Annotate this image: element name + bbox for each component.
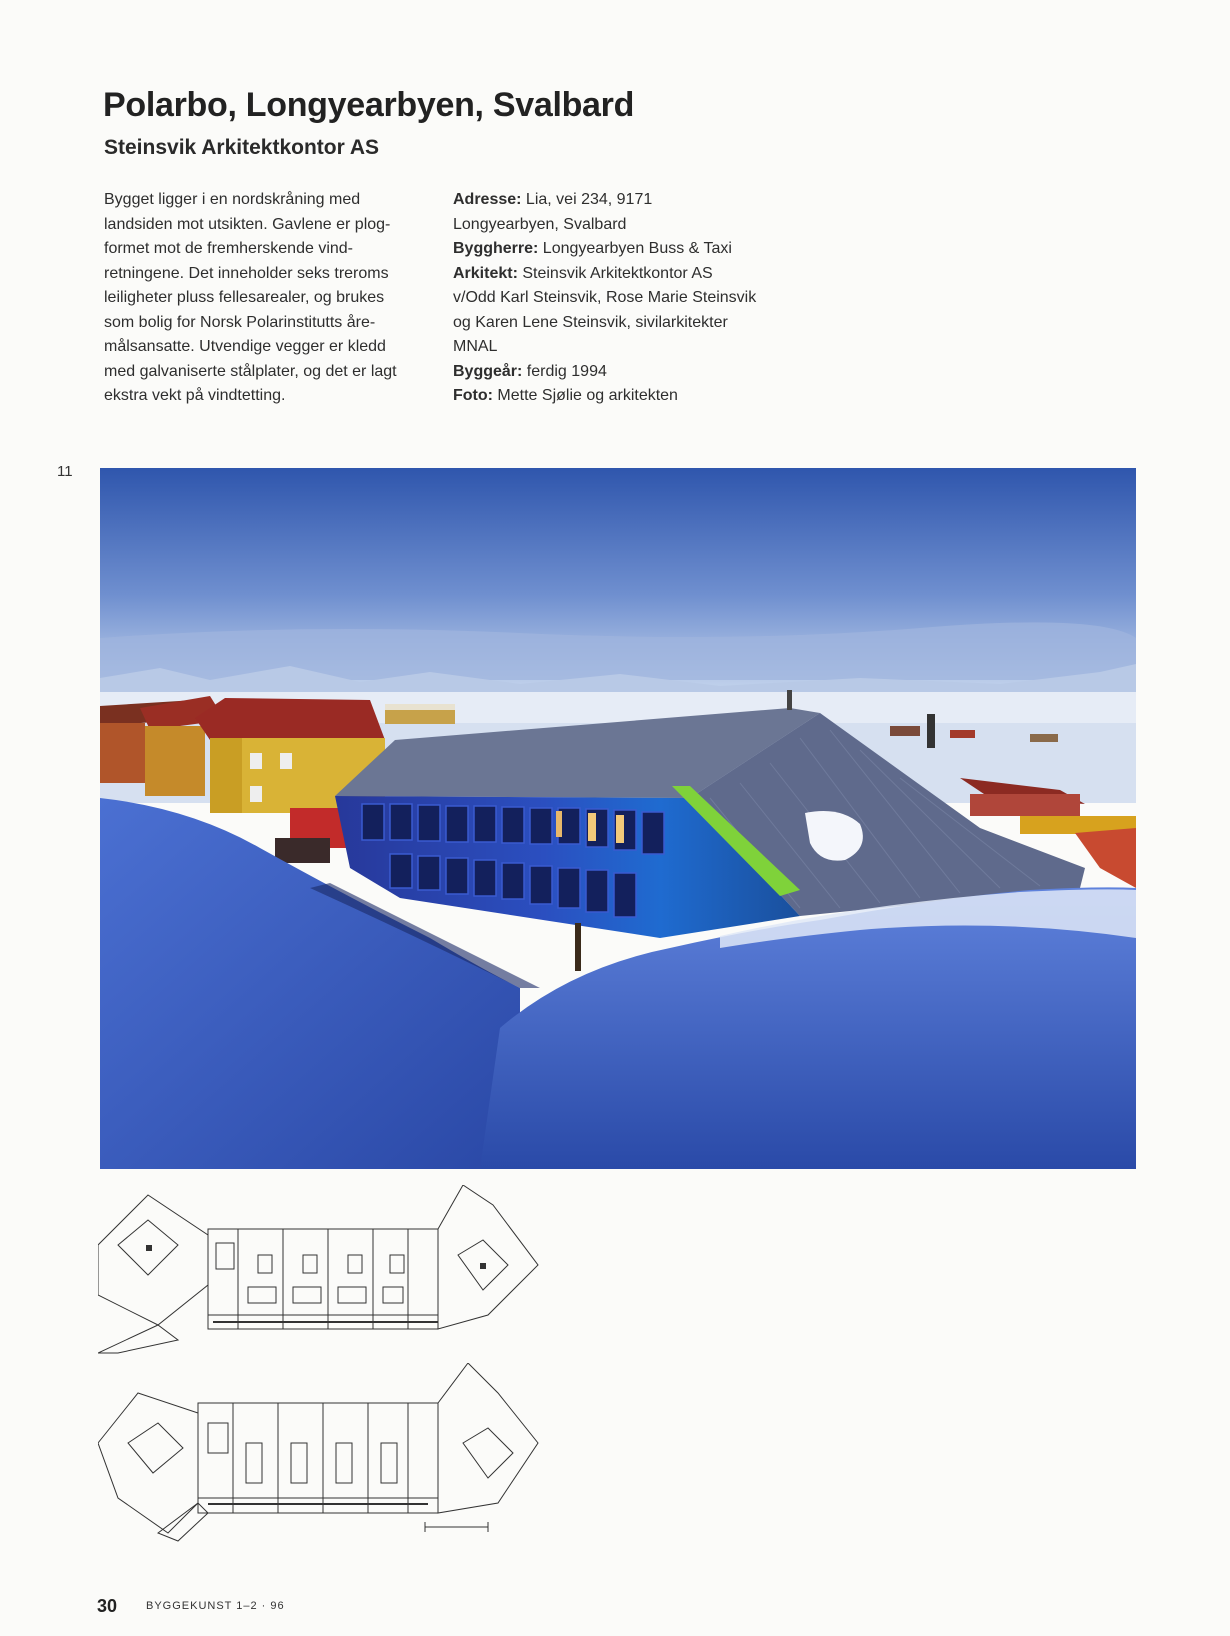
fact-architect-cont: v/Odd Karl Steinsvik, Rose Marie Steinsvik bbox=[453, 289, 757, 306]
fact-label: Byggeår: bbox=[453, 362, 523, 380]
description-line: formet mot de fremherskende vind- bbox=[104, 240, 353, 257]
fact-label: Arkitekt: bbox=[453, 264, 518, 282]
fact-architect-cont: MNAL bbox=[453, 338, 498, 355]
description-line: med galvaniserte stålplater, og det er lagt bbox=[104, 362, 397, 380]
fact-year bbox=[453, 360, 813, 385]
building-photo bbox=[100, 468, 1136, 1169]
description-line: Bygget ligger i en nordskråning med bbox=[104, 191, 361, 208]
facts-column bbox=[453, 188, 813, 409]
fact-architect-cont: og Karen Lene Steinsvik, sivilarkitekter bbox=[453, 313, 728, 331]
description-line: målsansatte. Utvendige vegger er kledd bbox=[104, 338, 386, 355]
fact-value: Steinsvik Arkitektkontor AS bbox=[517, 264, 713, 282]
description-line: leiligheter pluss fellesarealer, og brukes bbox=[104, 289, 385, 306]
scale-bar bbox=[424, 1520, 489, 1534]
fact-value: Mette Sjølie og arkitekten bbox=[492, 387, 678, 404]
fact-value: Lia, vei 234, 9171 bbox=[521, 191, 653, 208]
journal-name: BYGGEKUNST 1–2 · 96 bbox=[146, 1600, 285, 1612]
floor-plan-upper bbox=[98, 1185, 558, 1355]
fact-address-cont: Longyearbyen, Svalbard bbox=[453, 215, 627, 233]
description-line: landsiden mot utsikten. Gavlene er plog- bbox=[104, 215, 391, 233]
fact-address bbox=[453, 188, 813, 213]
page-title: Polarbo, Longyearbyen, Svalbard bbox=[103, 86, 635, 124]
fact-label: Byggherre: bbox=[453, 240, 539, 257]
floor-plan-lower bbox=[98, 1363, 558, 1543]
description-line: ekstra vekt på vindtetting. bbox=[104, 387, 286, 404]
description-column bbox=[104, 188, 434, 409]
fact-value: ferdig 1994 bbox=[522, 362, 607, 380]
description-line: som bolig for Norsk Polarinstitutts åre- bbox=[104, 313, 376, 331]
fact-photo bbox=[453, 384, 813, 409]
fact-value: Longyearbyen Buss & Taxi bbox=[538, 240, 732, 257]
fact-label: Foto: bbox=[453, 387, 493, 404]
page-subtitle: Steinsvik Arkitektkontor AS bbox=[104, 136, 380, 159]
page-number: 30 bbox=[97, 1596, 118, 1616]
fact-architect bbox=[453, 262, 813, 287]
fact-client bbox=[453, 237, 813, 262]
figure-number: 11 bbox=[57, 463, 73, 480]
fact-label: Adresse: bbox=[453, 191, 522, 208]
description-line: retningene. Det inneholder seks treroms bbox=[104, 264, 389, 282]
